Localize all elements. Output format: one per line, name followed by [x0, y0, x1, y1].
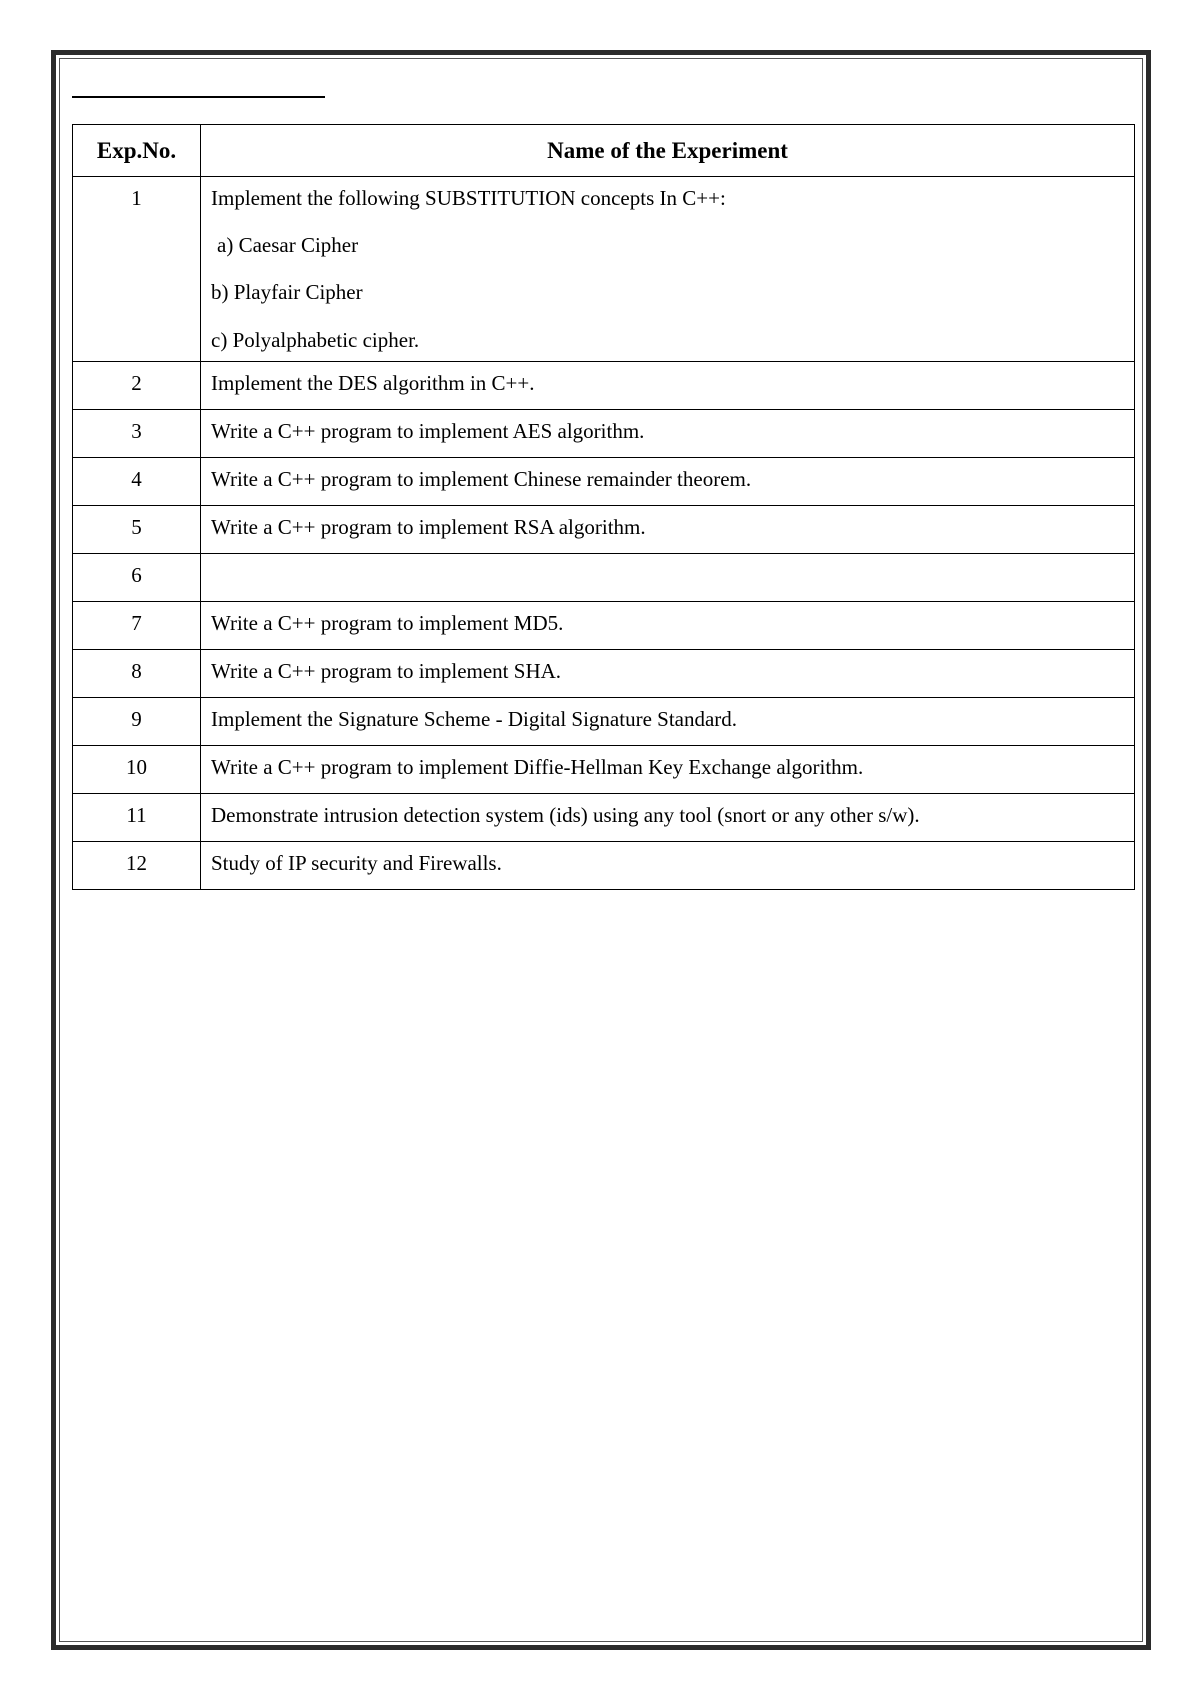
experiment-table	[72, 124, 1135, 890]
exp-number: 5	[73, 506, 201, 554]
table-row	[73, 554, 1135, 602]
exp-name: Write a C++ program to implement Chinese remainder theorem.	[201, 458, 1135, 506]
exp-name: Write a C++ program to implement AES algorithm.	[201, 410, 1135, 458]
exp-name: Write a C++ program to implement SHA.	[201, 650, 1135, 698]
exp-number: 3	[73, 410, 201, 458]
exp-number: 12	[73, 842, 201, 890]
table-row	[73, 506, 1135, 554]
table-row	[73, 458, 1135, 506]
sub-item: c) Polyalphabetic cipher.	[211, 327, 420, 352]
exp-name: Implement the DES algorithm in C++.	[201, 362, 1135, 410]
sub-item: b) Playfair Cipher	[211, 280, 363, 305]
exp-name: Implement the following SUBSTITUTION concepts In C++:	[211, 186, 726, 210]
table-row	[73, 842, 1135, 890]
exp-number: 8	[73, 650, 201, 698]
exp-name: Demonstrate intrusion detection system (ids) using any tool (snort or any other s/w).	[201, 794, 1135, 842]
table-row	[73, 698, 1135, 746]
exp-name: Implement the Signature Scheme - Digital Signature Standard.	[201, 698, 1135, 746]
exp-number: 6	[73, 554, 201, 602]
exp-name: Write a C++ program to implement MD5.	[201, 602, 1135, 650]
table-header-row	[73, 125, 1135, 177]
exp-name: Write a C++ program to implement RSA algorithm.	[201, 506, 1135, 554]
table-row	[73, 410, 1135, 458]
exp-number: 7	[73, 602, 201, 650]
table-row	[73, 794, 1135, 842]
exp-name: Study of IP security and Firewalls.	[201, 842, 1135, 890]
exp-name: Write a C++ program to implement Diffie-Hellman Key Exchange algorithm.	[201, 746, 1135, 794]
table-row	[73, 602, 1135, 650]
exp-number: 4	[73, 458, 201, 506]
table-row	[73, 746, 1135, 794]
table-row	[73, 177, 1135, 362]
exp-number: 2	[73, 362, 201, 410]
exp-number: 1	[73, 177, 201, 362]
sub-item: a) Caesar Cipher	[217, 233, 359, 258]
heading-underline	[72, 96, 325, 98]
exp-number: 9	[73, 698, 201, 746]
header-exp-no: Exp.No.	[73, 125, 201, 177]
exp-number: 11	[73, 794, 201, 842]
exp-name-cell	[201, 177, 1135, 362]
header-experiment-name: Name of the Experiment	[201, 125, 1135, 177]
table-row	[73, 362, 1135, 410]
table-row	[73, 650, 1135, 698]
exp-number: 10	[73, 746, 201, 794]
exp-name	[201, 554, 1135, 602]
